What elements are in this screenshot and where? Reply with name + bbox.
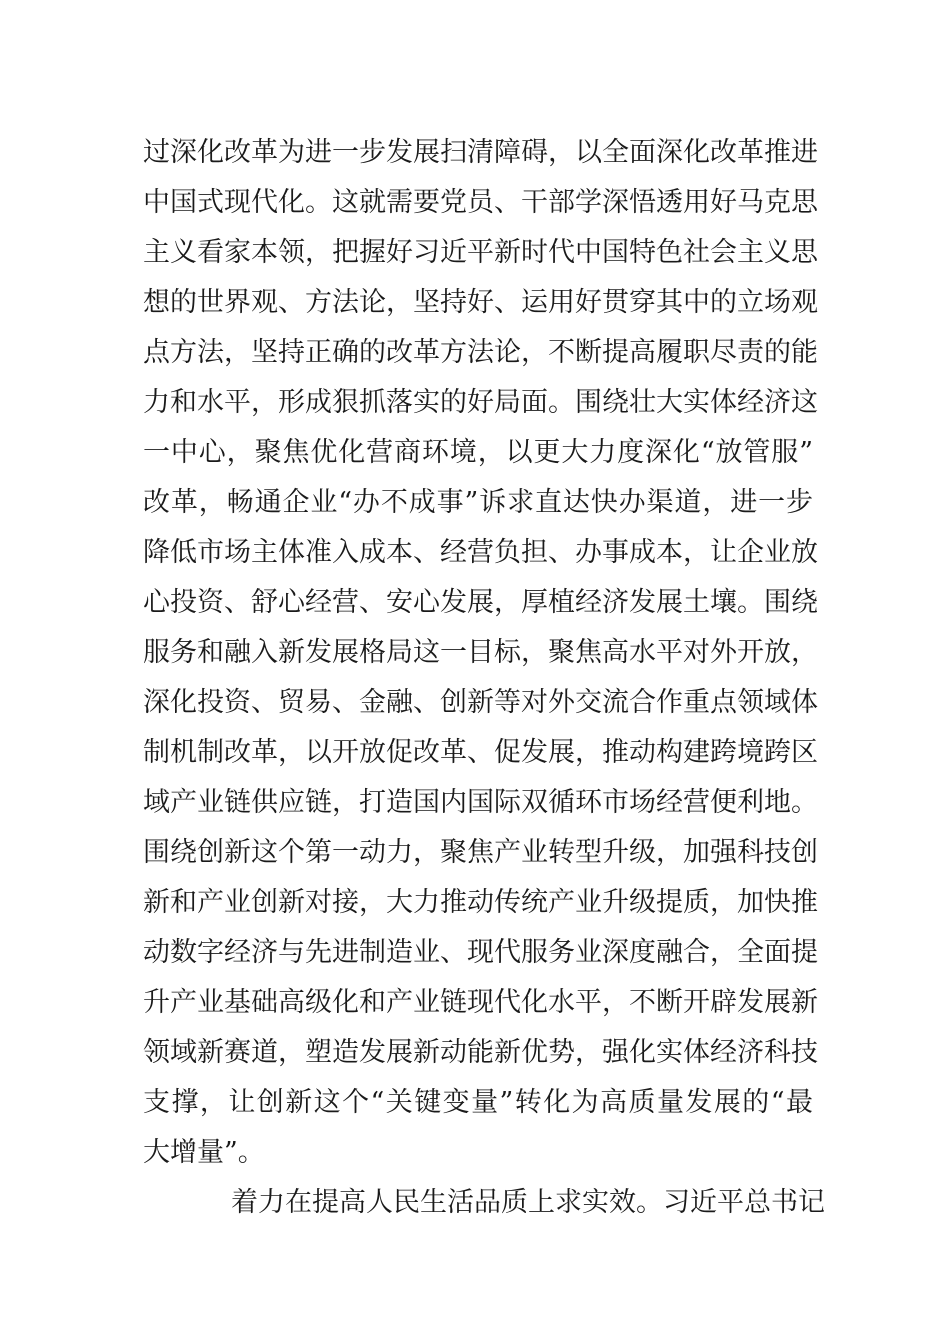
text-line: 一中心，聚焦优化营商环境，以更大力度深化“放管服”: [143, 437, 813, 468]
text-line: 降低市场主体准入成本、经营负担、办事成本，让企业放: [143, 537, 818, 568]
text-line: 围绕创新这个第一动力，聚焦产业转型升级，加强科技创: [143, 837, 818, 868]
text-line: 想的世界观、方法论，坚持好、运用好贯穿其中的立场观: [143, 287, 818, 318]
text-line: 支撑，让创新这个“关键变量”转化为高质量发展的“最: [143, 1087, 813, 1118]
text-line: 中国式现代化。这就需要党员、干部学深悟透用好马克思: [143, 187, 818, 218]
text-line: 升产业基础高级化和产业链现代化水平，不断开辟发展新: [143, 987, 818, 1018]
text-line: 动数字经济与先进制造业、现代服务业深度融合，全面提: [143, 937, 818, 968]
body-text: [143, 128, 825, 1228]
text-line: 深化投资、贸易、金融、创新等对外交流合作重点领域体: [143, 687, 818, 718]
text-line: 力和水平，形成狠抓落实的好局面。围绕壮大实体经济这: [143, 387, 818, 418]
text-line: 心投资、舒心经营、安心发展，厚植经济发展土壤。围绕: [143, 587, 818, 618]
text-line: 新和产业创新对接，大力推动传统产业升级提质，加快推: [143, 887, 818, 918]
text-line: 域产业链供应链，打造国内国际双循环市场经营便利地。: [143, 787, 818, 818]
text-line: 主义看家本领，把握好习近平新时代中国特色社会主义思: [143, 237, 818, 268]
text-line: 过深化改革为进一步发展扫清障碍，以全面深化改革推进: [143, 137, 818, 168]
paragraph-heading-line: 着力在提高人民生活品质上求实效。习近平总书记: [231, 1187, 825, 1218]
text-line: 制机制改革，以开放促改革、促发展，推动构建跨境跨区: [143, 737, 818, 768]
paragraph-end-line: 大增量”。: [143, 1137, 265, 1168]
text-line: 改革，畅通企业“办不成事”诉求直达快办渠道，进一步: [143, 487, 813, 518]
text-line: 服务和融入新发展格局这一目标，聚焦高水平对外开放，: [143, 637, 818, 668]
text-line: 点方法，坚持正确的改革方法论，不断提高履职尽责的能: [143, 337, 818, 368]
text-line: 领域新赛道，塑造发展新动能新优势，强化实体经济科技: [143, 1037, 818, 1068]
